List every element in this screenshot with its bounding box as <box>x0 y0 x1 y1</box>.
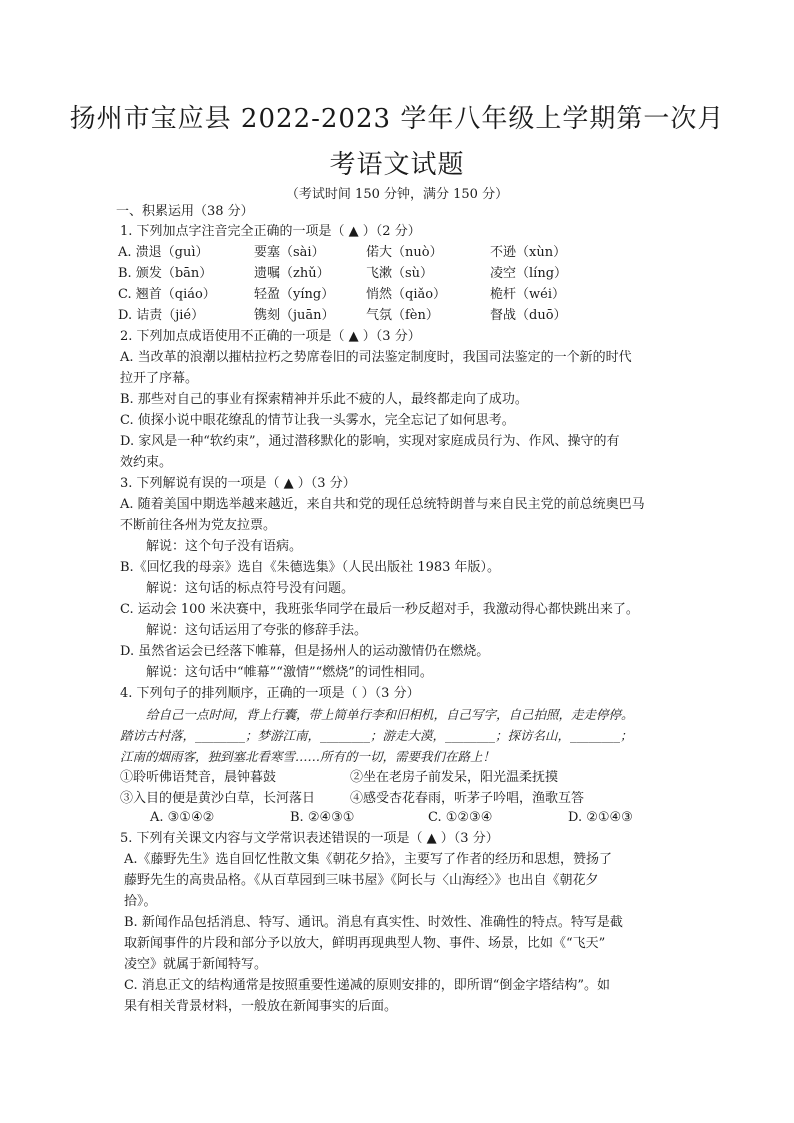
q3-line: B.《回忆我的母亲》选自《朱德选集》（人民出版社 1983 年版）。 <box>120 560 501 575</box>
q1-row-b-col2: 遗嘱（zhǔ） <box>254 266 330 281</box>
q1-row-c-col1: C. 翘首（qiáo） <box>118 287 216 302</box>
q3-explanation: 解说：这句话中“帷幕”“激情”“燃烧”的词性相同。 <box>146 665 433 680</box>
q3-explanation: 解说：这句话运用了夸张的修辞手法。 <box>146 623 368 638</box>
q1-row-b-col4: 凌空（líng） <box>490 266 568 281</box>
q4-option-a: A. ③①④② <box>150 810 215 825</box>
q3-line: A. 随着美国中期选举越来越近，来自共和党的现任总统特朗普与来自民主党的前总统奥巴马 <box>120 497 645 512</box>
q3-line: D. 虽然省运会已经落下帷幕，但是扬州人的运动激情仍在燃烧。 <box>120 644 490 659</box>
q5-line: C. 消息正文的结构通常是按照重要性递减的原则安排的，即所谓“倒金字塔结构”。如 <box>124 978 611 993</box>
exam-info-subtitle: （考试时间 150 分钟，满分 150 分） <box>285 187 509 202</box>
question-1-stem: 1. 下列加点字注音完全正确的一项是（ ▲ ）（2 分） <box>120 224 421 239</box>
q5-line: 藤野先生的高贵品格。《从百草园到三味书屋》《阿长与〈山海经〉》也出自《朝花夕 <box>124 873 599 888</box>
q4-option-b: B. ②④③① <box>290 810 355 825</box>
q4-option-c: C. ①②③④ <box>428 810 493 825</box>
q1-row-c-col2: 轻盈（yíng） <box>254 287 335 302</box>
q5-line: 果有相关背景材料，一般放在新闻事实的后面。 <box>124 999 398 1014</box>
q1-row-a-col1: A. 溃退（guì） <box>118 245 209 260</box>
question-3-stem: 3. 下列解说有误的一项是（ ▲ ）（3 分） <box>120 476 356 491</box>
page-title-line2: 考语文试题 <box>329 150 465 180</box>
page-title-line1: 扬州市宝应县 2022-2023 学年八年级上学期第一次月 <box>69 104 725 134</box>
q1-row-d-col3: 气氛（fèn） <box>366 308 439 323</box>
q3-explanation: 解说：这句话的标点符号没有问题。 <box>146 581 355 596</box>
q1-row-d-col1: D. 诘责（jié） <box>118 308 205 323</box>
q2-line: A. 当改革的浪潮以摧枯拉朽之势席卷旧的司法鉴定制度时，我国司法鉴定的一个新的时代 <box>120 350 632 365</box>
q1-row-b-col3: 飞漱（sù） <box>366 266 434 281</box>
q5-line: A.《藤野先生》选自回忆性散文集《朝花夕拾》，主要写了作者的经历和思想，赞扬了 <box>124 852 613 867</box>
q4-passage-line: 踏访古村落，________；梦游江南，________；游走大漠，________；探访名山，________； <box>120 728 633 743</box>
q4-choice-3: ③入目的便是黄沙白草，长河落日 <box>120 791 316 806</box>
question-2-stem: 2. 下列加点成语使用不正确的一项是（ ▲ ）（3 分） <box>120 329 421 344</box>
q5-line: 凌空》就属于新闻特写。 <box>124 957 268 972</box>
q3-line: 不断前往各州为党友拉票。 <box>120 518 277 533</box>
q1-row-c-col4: 桅杆（wéi） <box>490 287 565 302</box>
q4-passage-line: 江南的烟雨客，独到塞北看寒雪……所有的一切，需要我们在路上！ <box>120 749 496 764</box>
question-5-stem: 5. 下列有关课文内容与文学常识表述错误的一项是（ ▲ ）（3 分） <box>120 831 499 846</box>
q4-choice-2: ②坐在老房子前发呆，阳光温柔抚摸 <box>350 770 559 785</box>
q3-line: C. 运动会 100 米决赛中，我班张华同学在最后一秒反超对手，我激动得心都快跳出来了。 <box>120 602 639 617</box>
q5-line: B. 新闻作品包括消息、特写、通讯。消息有真实性、时效性、准确性的特点。特写是截 <box>124 915 623 930</box>
q1-row-a-col3: 偌大（nuò） <box>366 245 443 260</box>
q2-line: D. 家风是一种“软约束”，通过潜移默化的影响，实现对家庭成员行为、作风、操守的有 <box>120 434 620 449</box>
q5-line: 拾》。 <box>124 894 157 909</box>
q4-option-d: D. ②①④③ <box>568 810 633 825</box>
q4-choice-4: ④感受杏花春雨，听茅子吟唱，渔歌互答 <box>350 791 585 806</box>
q2-line: B. 那些对自己的事业有探索精神并乐此不疲的人，最终都走向了成功。 <box>120 392 528 407</box>
q1-row-a-col2: 要塞（sài） <box>254 245 325 260</box>
q2-line: 拉开了序幕。 <box>120 371 199 386</box>
q5-line: 取新闻事件的片段和部分予以放大，鲜明再现典型人物、事件、场景，比如《“飞天” <box>124 936 606 951</box>
q1-row-b-col1: B. 颁发（bān） <box>118 266 213 281</box>
q1-row-d-col2: 镌刻（juān） <box>254 308 335 323</box>
q1-row-c-col3: 悄然（qiǎo） <box>366 287 447 302</box>
section-heading: 一、积累运用（38 分） <box>116 204 254 219</box>
q3-explanation: 解说：这个句子没有语病。 <box>146 539 303 554</box>
q1-row-a-col4: 不逊（xùn） <box>490 245 567 260</box>
q4-passage-line: 给自己一点时间，背上行囊，带上简单行李和旧相机，自己写字，自己拍照，走走停停。 <box>146 707 634 722</box>
q2-line: C. 侦探小说中眼花缭乱的情节让我一头雾水，完全忘记了如何思考。 <box>120 413 515 428</box>
question-4-stem: 4. 下列句子的排列顺序，正确的一项是（ ）（3 分） <box>120 686 420 701</box>
q4-choice-1: ①聆听佛语梵音，晨钟暮鼓 <box>120 770 277 785</box>
q2-line: 效约束。 <box>120 455 173 470</box>
q1-row-d-col4: 督战（duō） <box>490 308 567 323</box>
